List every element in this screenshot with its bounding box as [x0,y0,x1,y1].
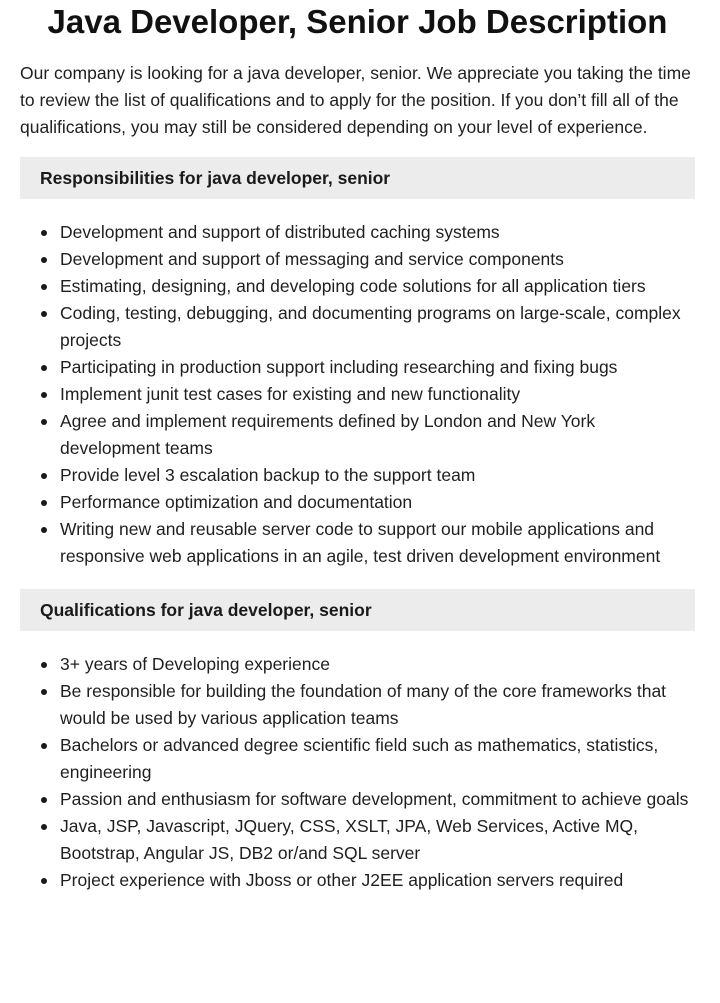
list-item-text: Be responsible for building the foundation of many of the core frameworks that would be used by various application teams [60,681,667,728]
bullet-icon [41,257,47,263]
bullet-icon [41,662,47,668]
page-title: Java Developer, Senior Job Description [47,3,668,40]
qualifications-heading: Qualifications for java developer, senior [20,589,695,631]
list-item [20,516,695,570]
bullet-icon [41,878,47,884]
list-item-text: Project experience with Jboss or other J2EE application servers required [60,870,624,890]
qualifications-list [20,651,695,894]
list-item [20,732,695,786]
bullet-icon [41,743,47,749]
list-item [20,489,695,516]
responsibilities-heading: Responsibilities for java developer, senior [20,157,695,199]
responsibilities-list [20,219,695,570]
list-item-text: Provide level 3 escalation backup to the support team [60,465,476,485]
list-item [20,867,695,894]
list-item-text: Java, JSP, Javascript, JQuery, CSS, XSLT, JPA, Web Services, Active MQ, Bootstrap, Angular JS, DB2 or/and SQL server [60,816,639,863]
list-item-text: Writing new and reusable server code to support our mobile applications and responsive web applications in an agile, test driven development environment [60,519,661,566]
list-item [20,813,695,867]
list-item-text: Performance optimization and documentation [60,492,413,512]
list-item [20,408,695,462]
list-item [20,678,695,732]
bullet-icon [41,473,47,479]
list-item [20,300,695,354]
list-item [20,246,695,273]
bullet-icon [41,365,47,371]
bullet-icon [41,689,47,695]
bullet-icon [41,284,47,290]
list-item [20,462,695,489]
list-item [20,651,695,678]
list-item [20,219,695,246]
list-item-text: Passion and enthusiasm for software development, commitment to achieve goals [60,789,689,809]
list-item-text: Development and support of messaging and service components [60,249,564,269]
intro-paragraph: Our company is looking for a java developer, senior. We appreciate you taking the time to review the list of qualifications and to apply for the position. If you don’t fill all of the qualifications, you may still be considered depending on your level of experience. [20,63,691,137]
list-item [20,381,695,408]
list-item [20,273,695,300]
bullet-icon [41,797,47,803]
list-item-text: Agree and implement requirements defined by London and New York development teams [60,411,596,458]
bullet-icon [41,392,47,398]
bullet-icon [41,824,47,830]
list-item-text: Implement junit test cases for existing and new functionality [60,384,521,404]
list-item-text: Bachelors or advanced degree scientific field such as mathematics, statistics, engineering [60,735,659,782]
bullet-icon [41,500,47,506]
bullet-icon [41,311,47,317]
list-item-text: Estimating, designing, and developing code solutions for all application tiers [60,276,646,296]
list-item-text: Development and support of distributed caching systems [60,222,500,242]
bullet-icon [41,527,47,533]
bullet-icon [41,230,47,236]
list-item-text: Coding, testing, debugging, and documenting programs on large-scale, complex projects [60,303,681,350]
list-item-text: 3+ years of Developing experience [60,654,330,674]
list-item [20,786,695,813]
bullet-icon [41,419,47,425]
list-item-text: Participating in production support including researching and fixing bugs [60,357,618,377]
list-item [20,354,695,381]
